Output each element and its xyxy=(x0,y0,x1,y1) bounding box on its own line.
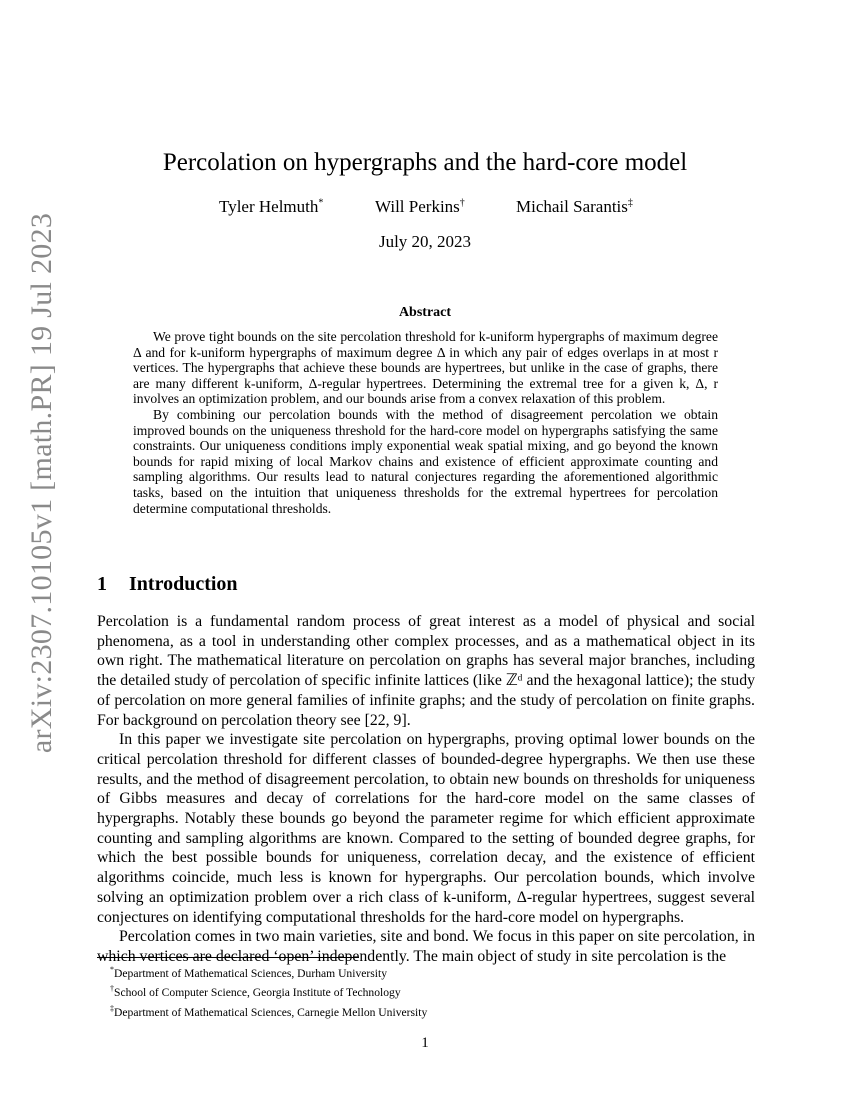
section-number: 1 xyxy=(97,573,107,595)
body-text xyxy=(97,612,755,967)
body-paragraph: Percolation is a fundamental random process of great interest as a model of physical and social phenomena, as a tool in understanding other complex processes, and as a mathematical object in its own right. The mathematical literature on percolation on graphs has several major branches, including the detailed study of percolation of specific infinite lattices (like ℤᵈ and the hexagonal lattice); the study of percolation on more general families of infinite graphs; and the study of percolation on finite graphs. For background on percolation theory see [22, 9]. xyxy=(97,613,755,729)
arxiv-identifier: arXiv:2307.10105v1 [math.PR] 19 Jul 2023 xyxy=(25,212,58,754)
body-paragraph: Percolation comes in two main varieties, site and bond. We focus in this paper on site percolation, in which vertices are declared ‘open’ independently. The main object of study in site percolation is the xyxy=(97,928,755,965)
author-mark: ‡ xyxy=(627,197,633,209)
footnotes xyxy=(110,962,427,1020)
author-name: Tyler Helmuth xyxy=(219,197,319,216)
body-paragraph: In this paper we investigate site percolation on hypergraphs, proving optimal lower bounds on the critical percolation threshold for different classes of bounded-degree hypergraphs. We then use these results, and the method of disagreement percolation, to obtain new bounds on thresholds for uniqueness of Gibbs measures and decay of correlations for the hard-core model on the same classes of hypergraphs. Notably these bounds go beyond the parameter regime for which efficient approximate counting and sampling algorithms are known. Compared to the setting of bounded degree graphs, for which the best possible bounds for uniqueness, correlation decay, and the existence of efficient algorithms coincide, much less is known for hypergraphs. Our percolation bounds, which involve solving an optimization problem over a rich class of k-uniform, Δ-regular hypertrees, suggest several conjectures on identifying computational thresholds for the hard-core model on hypergraphs. xyxy=(97,731,755,926)
abstract-paragraph: We prove tight bounds on the site percolation threshold for k-uniform hypergraphs of maximum degree Δ and for k-uniform hypergraphs of maximum degree Δ in which any pair of edges overlaps in at most r vertices. The hypergraphs that achieve these bounds are hypertrees, but unlike in the case of graphs, there are many different k-uniform, Δ-regular hypertrees. Determining the extremal tree for a given k, Δ, r involves an optimization problem, and our bounds arise from a convex relaxation of this problem. xyxy=(133,329,718,407)
footnote xyxy=(110,962,427,981)
paper-title: Percolation on hypergraphs and the hard-core model xyxy=(162,149,688,176)
footnote-text: Department of Mathematical Sciences, Durham University xyxy=(114,966,388,980)
abstract-heading: Abstract xyxy=(398,305,452,320)
section-title: Introduction xyxy=(129,573,238,595)
footnote-rule xyxy=(97,957,359,958)
page-number: 1 xyxy=(421,1035,429,1051)
footnote-mark: † xyxy=(110,984,114,994)
paper-date: July 20, 2023 xyxy=(378,232,472,251)
footnote xyxy=(110,981,427,1000)
footnote-mark: ‡ xyxy=(110,1003,114,1013)
author-name: Will Perkins xyxy=(375,197,460,216)
footnote-text: School of Computer Science, Georgia Institute of Technology xyxy=(114,986,401,1000)
author-list xyxy=(0,197,850,221)
footnote-text: Department of Mathematical Sciences, Carnegie Mellon University xyxy=(114,1005,428,1019)
author xyxy=(516,197,633,217)
abstract-body xyxy=(133,329,718,516)
author-mark: * xyxy=(318,197,324,209)
abstract-paragraph: By combining our percolation bounds with the method of disagreement percolation we obtain improved bounds on the uniqueness threshold for the hard-core model on hypergraphs satisfying the same constraints. Our uniqueness conditions imply exponential weak spatial mixing, and go beyond the known bounds for rapid mixing of local Markov chains and existence of efficient approximate counting and sampling algorithms. Our results lead to natural conjectures regarding the aforementioned algorithmic tasks, based on the intuition that uniqueness thresholds for the extremal hypertrees for percolation determine computational thresholds. xyxy=(133,406,718,516)
section-heading xyxy=(97,573,238,596)
footnote-mark: * xyxy=(110,965,114,974)
author xyxy=(375,197,465,217)
author-name: Michail Sarantis xyxy=(516,197,628,216)
author xyxy=(219,197,323,217)
footnote xyxy=(110,1001,427,1020)
author-mark: † xyxy=(459,197,465,209)
